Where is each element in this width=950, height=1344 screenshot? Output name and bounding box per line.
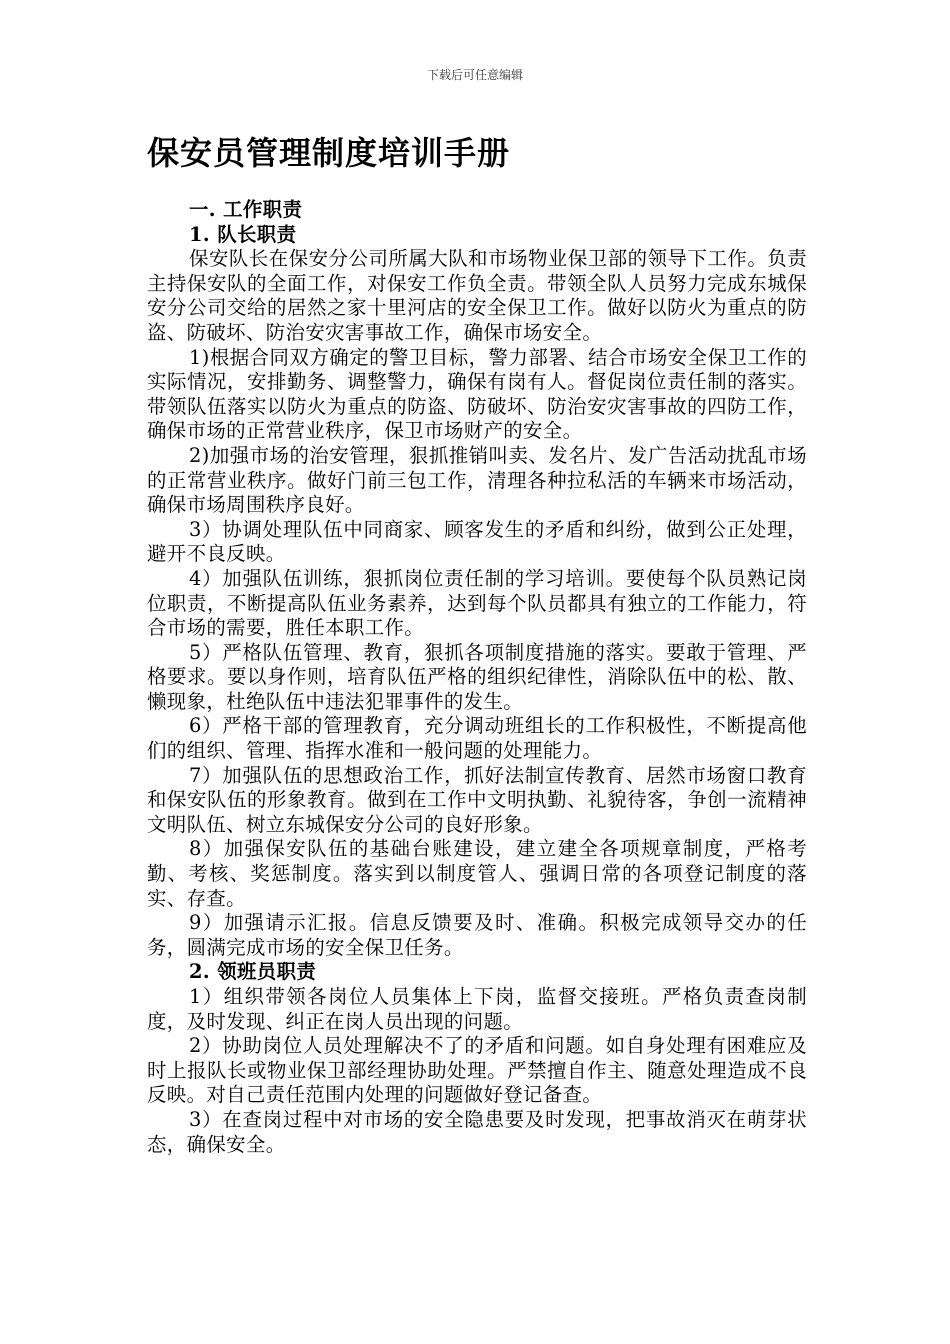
header-note: 下载后可任意编辑 <box>426 68 523 82</box>
paragraph-captain-intro: 保安队长在保安分公司所属大队和市场物业保卫部的领导下工作。负责主持保安队的全面工作，对保安工作负全责。带领全队人员努力完成东城保安分公司交给的居然之家十里河店的安全保卫工作。做好以防火为重点的防盗、防破坏、防治安灾害事故工作，确保市场安全。 <box>147 247 807 344</box>
captain-duty-1: 1)根据合同双方确定的警卫目标，警力部署、结合市场安全保卫工作的实际情况，安排勤务、调整警力，确保有岗有人。督促岗位责任制的落实。带领队伍落实以防火为重点的防盗、防破坏、防治安灾害事故的四防工作，确保市场的正常营业秩序，保卫市场财产的安全。 <box>147 345 807 443</box>
captain-duty-7: 7）加强队伍的思想政治工作，抓好法制宣传教育、居然市场窗口教育和保安队伍的形象教育。做到在工作中文明执勤、礼貌待客，争创一流精神文明队伍、树立东城保安分公司的良好形象。 <box>147 763 807 836</box>
captain-duty-4: 4）加强队伍训练，狠抓岗位责任制的学习培训。要使每个队员熟记岗位职责，不断提高队伍业务素养，达到每个队员都具有独立的工作能力，符合市场的需要，胜任本职工作。 <box>147 566 807 640</box>
shift-leader-duty-1: 1）组织带领各岗位人员集体上下岗，监督交接班。严格负责查岗制度，及时发现、纠正在岗人员出现的问题。 <box>147 985 807 1033</box>
captain-duty-5: 5）严格队伍管理、教育，狠抓各项制度措施的落实。要敢于管理、严格要求。要以身作则，培育队伍严格的组织纪律性，消除队伍中的松、散、懒现象，杜绝队伍中违法犯罪事件的发生。 <box>147 640 807 713</box>
captain-duty-8: 8）加强保安队伍的基础台账建设，建立建全各项规章制度，严格考勤、考核、奖惩制度。落实到以制度管人、强调日常的各项登记制度的落实、存查。 <box>147 837 807 910</box>
subsection-heading-shift-leader: 2. 领班员职责 <box>189 960 317 984</box>
section-heading: 一. 工作职责 <box>189 198 303 221</box>
shift-leader-duty-2: 2）协助岗位人员处理解决不了的矛盾和问题。如自身处理有困难应及时上报队长或物业保卫部经理协助处理。严禁擅自作主、随意处理造成不良反映。对自己责任范围内处理的问题做好登记备查。 <box>147 1034 807 1107</box>
captain-duty-6: 6）严格干部的管理教育，充分调动班组长的工作积极性，不断提高他们的组织、管理、指挥水准和一般问题的处理能力。 <box>147 714 807 763</box>
document-title: 保安员管理制度培训手册 <box>147 134 511 172</box>
document-body <box>147 198 807 1157</box>
captain-duty-3: 3）协调处理队伍中同商家、顾客发生的矛盾和纠纷，做到公正处理，避开不良反映。 <box>147 517 807 566</box>
captain-duty-2: 2)加强市场的治安管理，狠抓推销叫卖、发名片、发广告活动扰乱市场的正常营业秩序。做好门前三包工作，清理各种拉私活的车辆来市场活动，确保市场周围秩序良好。 <box>147 443 807 517</box>
shift-leader-duty-3: 3）在查岗过程中对市场的安全隐患要及时发现，把事故消灭在萌芽状态，确保安全。 <box>147 1107 807 1156</box>
subsection-heading-captain: 1. 队长职责 <box>189 222 297 246</box>
captain-duty-9: 9）加强请示汇报。信息反馈要及时、准确。积极完成领导交办的任务，圆满完成市场的安全保卫任务。 <box>147 911 807 959</box>
